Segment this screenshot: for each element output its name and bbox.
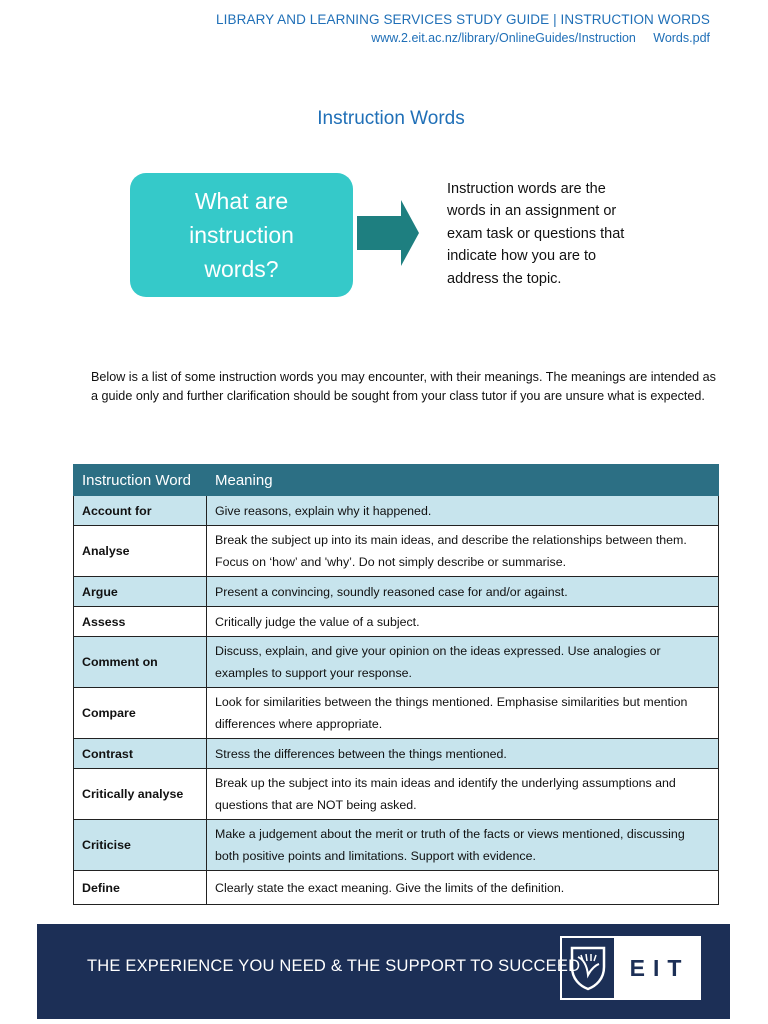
instruction-words-table	[73, 464, 719, 905]
instruction-word: Analyse	[74, 526, 207, 577]
word-meaning: Make a judgement about the merit or truth of the facts or views mentioned, discussing both positive points and limitations. Support with evidence.	[207, 820, 719, 871]
table-row	[74, 769, 719, 820]
instruction-word: Account for	[74, 496, 207, 526]
column-header-word: Instruction Word	[74, 465, 207, 496]
word-meaning: Break up the subject into its main ideas and identify the underlying assumptions and questions that are NOT being asked.	[207, 769, 719, 820]
bubble-line-3: words?	[204, 256, 279, 282]
table-row	[74, 607, 719, 637]
word-meaning: Give reasons, explain why it happened.	[207, 496, 719, 526]
word-meaning: Look for similarities between the things mentioned. Emphasise similarities but mention differences where appropriate.	[207, 688, 719, 739]
eit-wordmark: EIT	[614, 938, 699, 998]
page-title: Instruction Words	[317, 108, 465, 129]
page-header	[216, 12, 710, 45]
header-guide-title: LIBRARY AND LEARNING SERVICES STUDY GUIDE | INSTRUCTION WORDS	[216, 12, 710, 27]
table-header-row	[74, 465, 719, 496]
tagline-part-2: THE SUPPORT TO SUCCEED	[346, 957, 581, 975]
table-row	[74, 871, 719, 905]
table-row	[74, 688, 719, 739]
table-row	[74, 739, 719, 769]
instruction-word: Define	[74, 871, 207, 905]
bubble-line-2: instruction	[189, 222, 294, 248]
table-row	[74, 526, 719, 577]
footer-tagline	[87, 956, 580, 976]
instruction-word: Argue	[74, 577, 207, 607]
table-row	[74, 496, 719, 526]
eit-logo[interactable]	[560, 936, 701, 1000]
table-row	[74, 637, 719, 688]
right-arrow-icon	[357, 200, 419, 266]
table-row	[74, 820, 719, 871]
word-meaning: Stress the differences between the things mentioned.	[207, 739, 719, 769]
instruction-word: Assess	[74, 607, 207, 637]
instruction-word: Critically analyse	[74, 769, 207, 820]
question-bubble	[130, 173, 353, 297]
instruction-word: Contrast	[74, 739, 207, 769]
word-meaning: Clearly state the exact meaning. Give the limits of the definition.	[207, 871, 719, 905]
tagline-ampersand: &	[330, 956, 343, 975]
instruction-word: Criticise	[74, 820, 207, 871]
column-header-meaning: Meaning	[207, 465, 719, 496]
intro-paragraph: Below is a list of some instruction words you may encounter, with their meanings. The meanings are intended as a guide only and further clarification should be sought from your class tutor if you are unsure what is expected.	[91, 370, 716, 403]
table-row	[74, 577, 719, 607]
word-meaning: Present a convincing, soundly reasoned case for and/or against.	[207, 577, 719, 607]
eit-shield-icon	[562, 938, 614, 998]
header-url[interactable]: www.2.eit.ac.nz/library/OnlineGuides/Instruction Words.pdf	[371, 31, 710, 45]
bubble-line-1: What are	[194, 188, 289, 214]
instruction-word: Comment on	[74, 637, 207, 688]
footer-banner	[37, 924, 730, 1019]
tagline-part-1: THE EXPERIENCE YOU NEED	[87, 957, 327, 975]
word-meaning: Break the subject up into its main ideas, and describe the relationships between them. Focus on ‘how’ and 'why’. Do not simply describe or summarise.	[207, 526, 719, 577]
word-meaning: Discuss, explain, and give your opinion on the ideas expressed. Use analogies or examples to support your response.	[207, 637, 719, 688]
word-meaning: Critically judge the value of a subject.	[207, 607, 719, 637]
definition-text: Instruction words are the words in an assignment or exam task or questions that indicate how you are to address the topic.	[447, 181, 625, 287]
instruction-word: Compare	[74, 688, 207, 739]
